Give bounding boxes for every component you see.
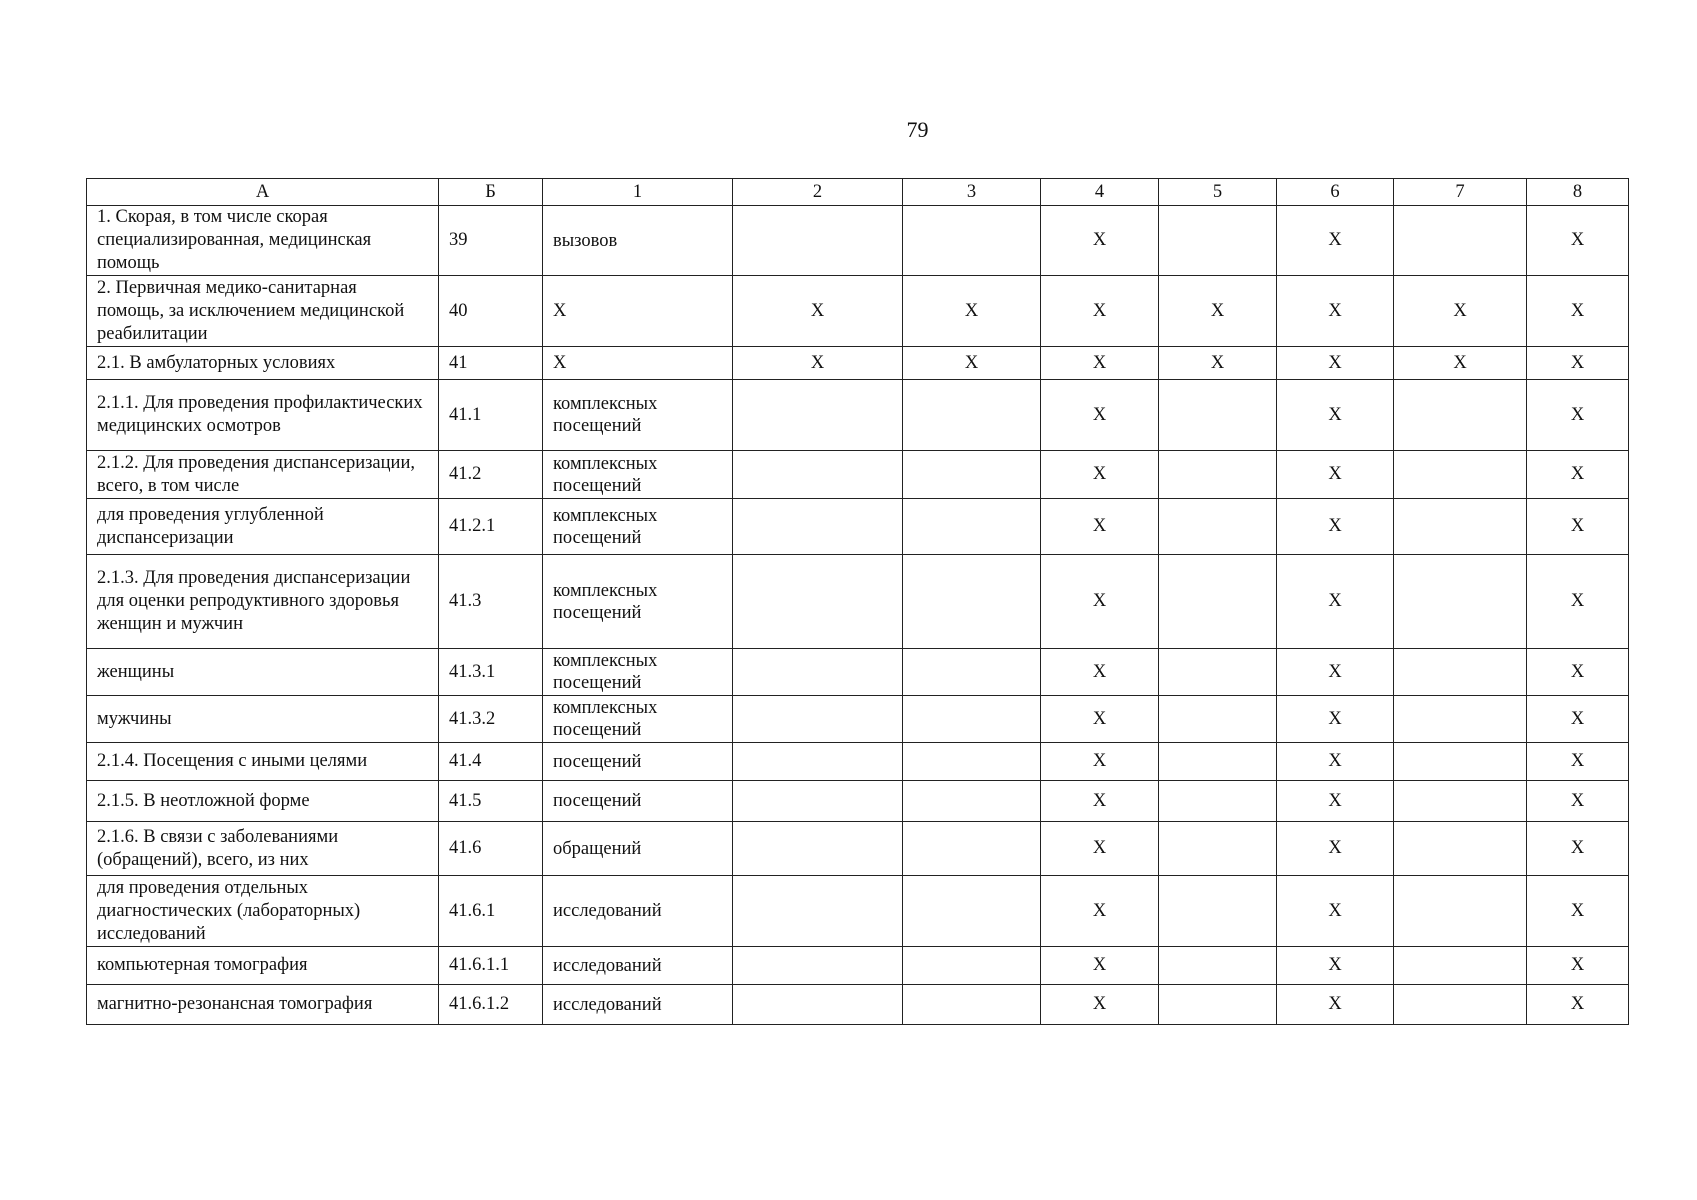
table-row: [87, 380, 1629, 451]
value-cell: Х: [1277, 985, 1394, 1025]
header-cell: 2: [733, 179, 903, 206]
header-cell: 7: [1394, 179, 1527, 206]
value-cell: Х: [1527, 947, 1629, 985]
table-row: [87, 781, 1629, 822]
table-row: [87, 947, 1629, 985]
row-name-cell: 2.1.3. Для проведения диспансеризации для оценки репродуктивного здоровья женщин и мужчин: [87, 555, 439, 649]
value-cell: [733, 206, 903, 276]
value-cell: Х: [1041, 499, 1159, 555]
value-cell: Х: [1041, 822, 1159, 876]
value-cell: [903, 876, 1041, 947]
value-cell: Х: [903, 276, 1041, 347]
value-cell: [903, 555, 1041, 649]
value-cell: Х: [1527, 781, 1629, 822]
row-code-cell: 41.5: [439, 781, 543, 822]
value-cell: Х: [1041, 276, 1159, 347]
value-cell: [903, 781, 1041, 822]
value-cell: Х: [1527, 696, 1629, 743]
value-cell: [903, 649, 1041, 696]
value-cell: Х: [1527, 380, 1629, 451]
value-cell: [1394, 743, 1527, 781]
value-cell: Х: [1041, 876, 1159, 947]
header-row: [87, 179, 1629, 206]
value-cell: [733, 985, 903, 1025]
row-name-cell: 2.1.5. В неотложной форме: [87, 781, 439, 822]
header-cell: 8: [1527, 179, 1629, 206]
table-row: [87, 696, 1629, 743]
value-cell: Х: [1277, 822, 1394, 876]
page-number: 79: [906, 117, 929, 142]
value-cell: Х: [1277, 781, 1394, 822]
value-cell: Х: [1041, 649, 1159, 696]
header-cell: 6: [1277, 179, 1394, 206]
value-cell: [903, 743, 1041, 781]
value-cell: [1394, 380, 1527, 451]
value-cell: Х: [1041, 451, 1159, 499]
row-unit-cell: комплексных посещений: [543, 380, 733, 451]
value-cell: Х: [1277, 555, 1394, 649]
value-cell: Х: [1041, 206, 1159, 276]
row-code-cell: 41.6.1.2: [439, 985, 543, 1025]
value-cell: [733, 555, 903, 649]
value-cell: [1394, 649, 1527, 696]
value-cell: Х: [1527, 555, 1629, 649]
row-code-cell: 41.6.1: [439, 876, 543, 947]
value-cell: Х: [1041, 380, 1159, 451]
row-code-cell: 41.4: [439, 743, 543, 781]
row-name-cell: 2.1.4. Посещения с иными целями: [87, 743, 439, 781]
value-cell: [1159, 555, 1277, 649]
table-row: [87, 985, 1629, 1025]
value-cell: Х: [1277, 499, 1394, 555]
value-cell: [903, 947, 1041, 985]
value-cell: Х: [1527, 876, 1629, 947]
value-cell: [733, 696, 903, 743]
value-cell: [733, 876, 903, 947]
row-code-cell: 41.2: [439, 451, 543, 499]
row-unit-cell: исследований: [543, 947, 733, 985]
value-cell: [903, 451, 1041, 499]
value-cell: Х: [1277, 876, 1394, 947]
row-unit-cell: комплексных посещений: [543, 696, 733, 743]
value-cell: Х: [1041, 347, 1159, 380]
header-cell: Б: [439, 179, 543, 206]
value-cell: Х: [1041, 555, 1159, 649]
table-row: [87, 555, 1629, 649]
row-name-cell: для проведения углубленной диспансеризации: [87, 499, 439, 555]
value-cell: [733, 947, 903, 985]
row-name-cell: 2.1.6. В связи с заболеваниями (обращений), всего, из них: [87, 822, 439, 876]
value-cell: [1394, 822, 1527, 876]
table-row: [87, 743, 1629, 781]
value-cell: [1159, 451, 1277, 499]
value-cell: [1394, 555, 1527, 649]
value-cell: [733, 822, 903, 876]
value-cell: Х: [1527, 822, 1629, 876]
value-cell: Х: [1277, 276, 1394, 347]
value-cell: Х: [1394, 347, 1527, 380]
row-name-cell: 2.1.1. Для проведения профилактических медицинских осмотров: [87, 380, 439, 451]
value-cell: [1159, 781, 1277, 822]
value-cell: Х: [1527, 985, 1629, 1025]
table-row: [87, 276, 1629, 347]
value-cell: Х: [1527, 451, 1629, 499]
value-cell: [1159, 876, 1277, 947]
table-row: [87, 822, 1629, 876]
value-cell: Х: [733, 347, 903, 380]
value-cell: [903, 380, 1041, 451]
row-name-cell: магнитно-резонансная томография: [87, 985, 439, 1025]
row-name-cell: 2.1.2. Для проведения диспансеризации, всего, в том числе: [87, 451, 439, 499]
value-cell: [903, 822, 1041, 876]
value-cell: Х: [1159, 347, 1277, 380]
row-code-cell: 41.6: [439, 822, 543, 876]
row-unit-cell: комплексных посещений: [543, 499, 733, 555]
value-cell: Х: [1527, 743, 1629, 781]
value-cell: Х: [1041, 743, 1159, 781]
row-unit-cell: обращений: [543, 822, 733, 876]
value-cell: [1159, 499, 1277, 555]
value-cell: [733, 451, 903, 499]
value-cell: [733, 743, 903, 781]
value-cell: Х: [1527, 276, 1629, 347]
value-cell: Х: [1527, 649, 1629, 696]
table-row: [87, 347, 1629, 380]
row-name-cell: компьютерная томография: [87, 947, 439, 985]
row-code-cell: 41: [439, 347, 543, 380]
value-cell: [1394, 696, 1527, 743]
value-cell: [1394, 985, 1527, 1025]
row-code-cell: 41.3: [439, 555, 543, 649]
row-name-cell: 2.1. В амбулаторных условиях: [87, 347, 439, 380]
row-unit-cell: Х: [543, 276, 733, 347]
row-code-cell: 41.1: [439, 380, 543, 451]
header-cell: 3: [903, 179, 1041, 206]
row-unit-cell: исследований: [543, 985, 733, 1025]
row-unit-cell: комплексных посещений: [543, 555, 733, 649]
row-code-cell: 40: [439, 276, 543, 347]
value-cell: [903, 985, 1041, 1025]
row-name-cell: 2. Первичная медико-санитарная помощь, за исключением медицинской реабилитации: [87, 276, 439, 347]
value-cell: Х: [1277, 380, 1394, 451]
value-cell: [733, 380, 903, 451]
row-name-cell: женщины: [87, 649, 439, 696]
value-cell: Х: [1394, 276, 1527, 347]
value-cell: [1159, 696, 1277, 743]
value-cell: [1159, 743, 1277, 781]
value-cell: Х: [1041, 696, 1159, 743]
value-cell: [1159, 206, 1277, 276]
value-cell: [903, 499, 1041, 555]
row-code-cell: 41.6.1.1: [439, 947, 543, 985]
value-cell: [1394, 206, 1527, 276]
value-cell: Х: [1041, 985, 1159, 1025]
row-unit-cell: вызовов: [543, 206, 733, 276]
value-cell: Х: [1277, 947, 1394, 985]
value-cell: Х: [1277, 347, 1394, 380]
header-cell: 1: [543, 179, 733, 206]
value-cell: [1394, 876, 1527, 947]
statistics-table: [86, 178, 1629, 1025]
header-cell: 4: [1041, 179, 1159, 206]
value-cell: Х: [1277, 743, 1394, 781]
row-name-cell: для проведения отдельных диагностических (лабораторных) исследований: [87, 876, 439, 947]
value-cell: Х: [903, 347, 1041, 380]
header-cell: А: [87, 179, 439, 206]
table-row: [87, 499, 1629, 555]
value-cell: Х: [1277, 696, 1394, 743]
table-row: [87, 649, 1629, 696]
row-unit-cell: комплексных посещений: [543, 649, 733, 696]
row-unit-cell: посещений: [543, 781, 733, 822]
value-cell: Х: [733, 276, 903, 347]
value-cell: [1159, 947, 1277, 985]
value-cell: Х: [1527, 206, 1629, 276]
row-unit-cell: комплексных посещений: [543, 451, 733, 499]
table-row: [87, 451, 1629, 499]
row-unit-cell: исследований: [543, 876, 733, 947]
value-cell: Х: [1527, 347, 1629, 380]
value-cell: Х: [1041, 947, 1159, 985]
row-name-cell: 1. Скорая, в том числе скорая специализированная, медицинская помощь: [87, 206, 439, 276]
row-code-cell: 41.3.1: [439, 649, 543, 696]
row-code-cell: 41.2.1: [439, 499, 543, 555]
value-cell: [1394, 499, 1527, 555]
row-unit-cell: Х: [543, 347, 733, 380]
value-cell: Х: [1527, 499, 1629, 555]
value-cell: [1394, 781, 1527, 822]
value-cell: [903, 696, 1041, 743]
value-cell: [1394, 947, 1527, 985]
header-cell: 5: [1159, 179, 1277, 206]
value-cell: [1159, 822, 1277, 876]
table-row: [87, 206, 1629, 276]
row-code-cell: 41.3.2: [439, 696, 543, 743]
value-cell: [1394, 451, 1527, 499]
row-name-cell: мужчины: [87, 696, 439, 743]
value-cell: [903, 206, 1041, 276]
value-cell: Х: [1277, 206, 1394, 276]
value-cell: [1159, 649, 1277, 696]
table-row: [87, 876, 1629, 947]
value-cell: [1159, 985, 1277, 1025]
value-cell: [733, 499, 903, 555]
value-cell: [733, 781, 903, 822]
value-cell: Х: [1159, 276, 1277, 347]
value-cell: [733, 649, 903, 696]
row-code-cell: 39: [439, 206, 543, 276]
row-unit-cell: посещений: [543, 743, 733, 781]
value-cell: Х: [1277, 649, 1394, 696]
value-cell: [1159, 380, 1277, 451]
value-cell: Х: [1041, 781, 1159, 822]
value-cell: Х: [1277, 451, 1394, 499]
